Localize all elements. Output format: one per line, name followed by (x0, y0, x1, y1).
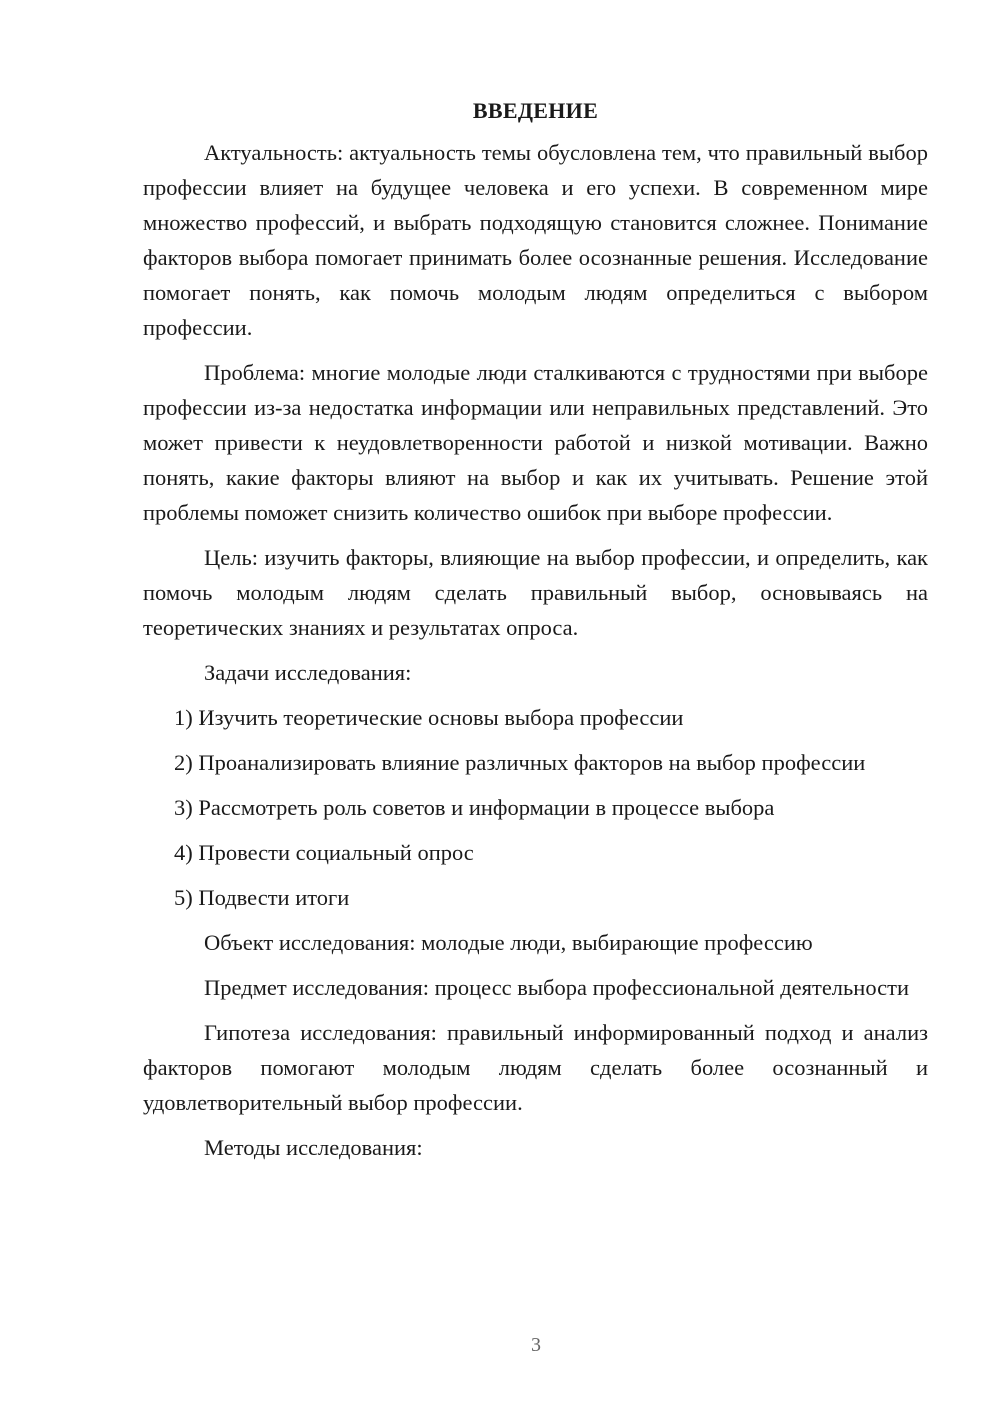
section-title: ВВЕДЕНИЕ (472, 98, 599, 123)
methods-heading: Методы исследования: (204, 1135, 423, 1160)
page-number: 3 (531, 1334, 541, 1356)
page-content (143, 92, 928, 1165)
task-item-2: 2) Проанализировать влияние различных факторов на выбор профессии (174, 750, 866, 775)
relevance-paragraph: Актуальность: актуальность темы обусловлена тем, что правильный выбор профессии влияет на будущее человека и его успехи. В современном мире множество профессий, и выбрать подходящую становится сложнее. Понимание факторов выбора помогает принимать более осознанные решения. Исследование помогает понять, как помочь молодым людям определиться с выбором профессии. (143, 140, 928, 340)
task-item-3: 3) Рассмотреть роль советов и информации в процессе выбора (174, 795, 775, 820)
hypothesis-paragraph: Гипотеза исследования: правильный информированный подход и анализ факторов помогают молодым людям сделать более осознанный и удовлетворительный выбор профессии. (143, 1020, 928, 1115)
task-item-4: 4) Провести социальный опрос (174, 840, 474, 865)
task-item-5: 5) Подвести итоги (174, 885, 350, 910)
tasks-heading: Задачи исследования: (204, 660, 412, 685)
task-item-1: 1) Изучить теоретические основы выбора профессии (174, 705, 684, 730)
problem-paragraph: Проблема: многие молодые люди сталкиваются с трудностями при выборе профессии из-за недостатка информации или неправильных представлений. Это может привести к неудовлетворенности работой и низкой мотивации. Важно понять, какие факторы влияют на выбор и как их учитывать. Решение этой проблемы поможет снизить количество ошибок при выборе профессии. (143, 360, 928, 525)
subject-paragraph: Предмет исследования: процесс выбора профессиональной деятельности (204, 975, 910, 1000)
object-paragraph: Объект исследования: молодые люди, выбирающие профессию (204, 930, 813, 955)
goal-paragraph: Цель: изучить факторы, влияющие на выбор профессии, и определить, как помочь молодым людям сделать правильный выбор, основываясь на теоретических знаниях и результатах опроса. (143, 545, 928, 640)
